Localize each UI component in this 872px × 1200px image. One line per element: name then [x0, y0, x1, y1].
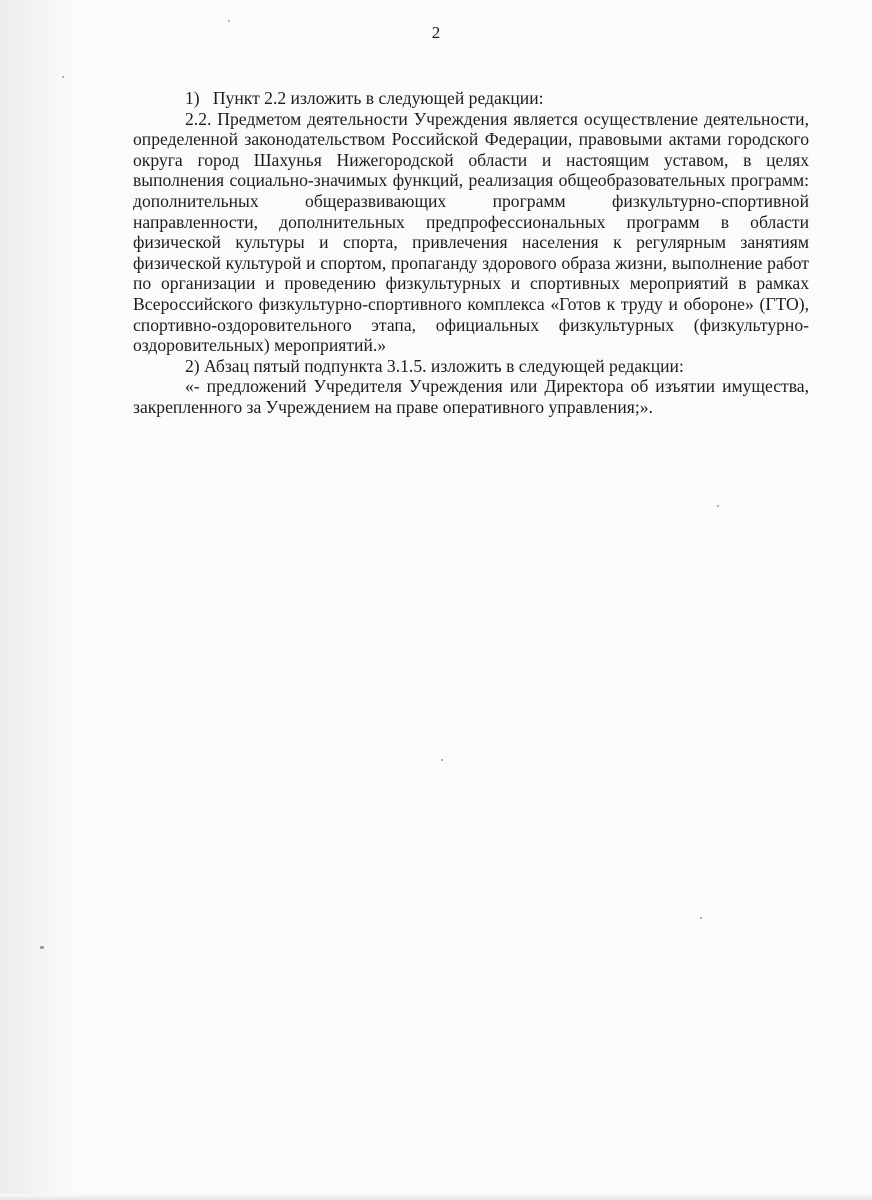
paragraph-item-2: 2) Абзац пятый подпункта 3.1.5. изложить в следующей редакции:: [185, 355, 684, 376]
scan-speck: [40, 946, 44, 949]
scan-speck: [228, 20, 230, 22]
scan-speck: [62, 76, 64, 78]
document-body: [133, 88, 809, 418]
paragraph-clause-2-2: 2.2. Предметом деятельности Учреждения является осуществление деятельности, определенной законодательством Российской Федерации, правовыми актами городского округа город Шахунья Нижегородской области и настоящим уставом, в целях выполнения социально-значимых функций, реализация общеобразовательных программ: дополнительных общеразвивающих программ физкультурно-спортивной направленности, дополнительных предпрофессиональных программ в области физической культуры и спорта, привлечения населения к регулярным занятиям физической культурой и спортом, пропаганду здорового образа жизни, выполнение работ по организации и проведению физкультурных и спортивных мероприятий в рамках Всероссийского физкультурно-спортивного комплекса «Готов к труду и обороне» (ГТО), спортивно-оздоровительного этапа, официальных физкультурных (физкультурно-оздоровительных) мероприятий.»: [133, 108, 809, 356]
paragraph-item-1: 1) Пункт 2.2 изложить в следующей редакции:: [185, 88, 544, 108]
scan-speck: [717, 505, 719, 507]
page-number: 2: [431, 23, 441, 42]
scan-bottom-edge: [0, 1194, 872, 1200]
scan-speck: [441, 759, 443, 761]
scan-speck: [700, 917, 702, 919]
scan-left-edge: [0, 0, 78, 1200]
paragraph-quote: «- предложений Учредителя Учреждения или Директора об изъятии имущества, закрепленного за Учреждением на праве оперативного управления;».: [133, 376, 809, 417]
